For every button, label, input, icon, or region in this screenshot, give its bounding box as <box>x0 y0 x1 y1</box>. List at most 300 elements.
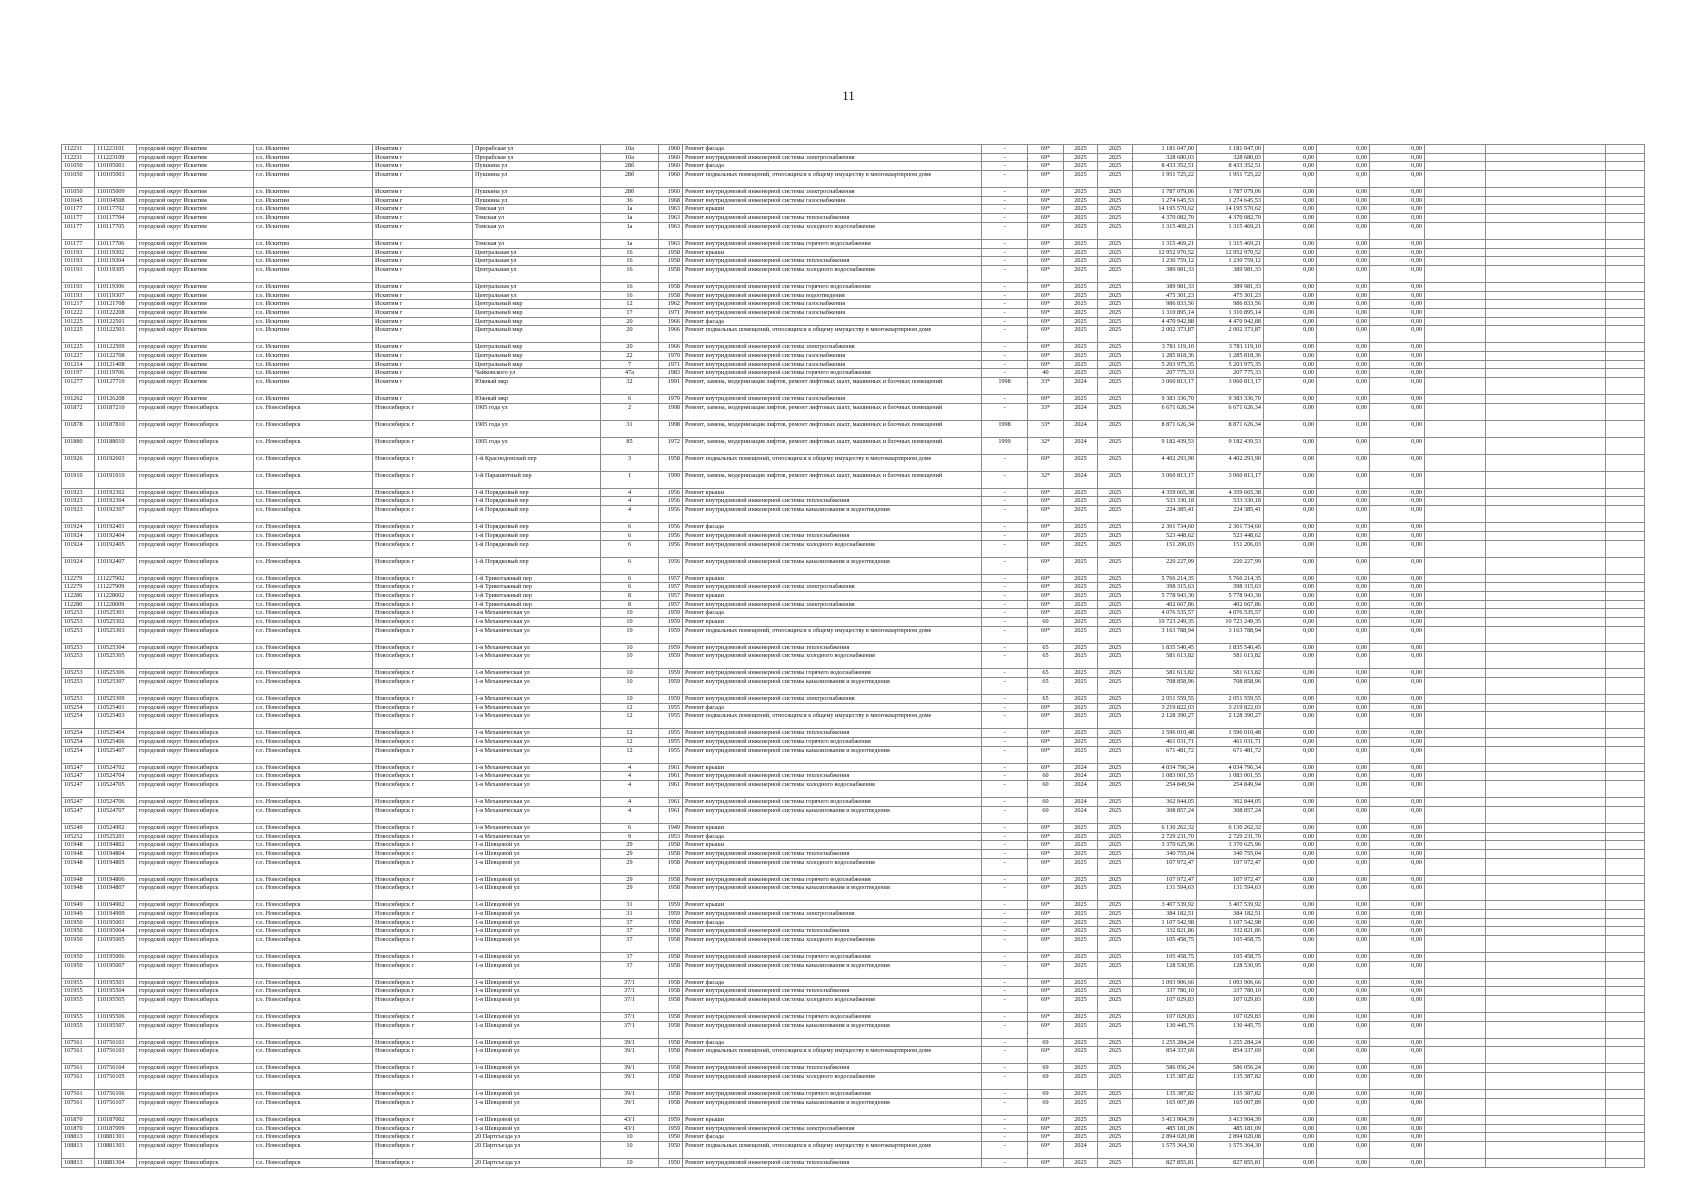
federal-funds-cell: 0,00 <box>1264 471 1317 488</box>
build-year-cell: 1959 <box>659 609 683 618</box>
total-cost-cell: 1 315 469,21 <box>1133 222 1197 239</box>
build-year-cell: 1958 <box>659 936 683 953</box>
work-code-cell: 111223109 <box>95 153 137 162</box>
house-id-cell: 101217 <box>62 300 95 309</box>
federal-funds-cell: 0,00 <box>1264 1141 1317 1158</box>
city-cell: Искитим г <box>373 317 473 326</box>
table-row <box>62 574 1645 583</box>
federal-funds-cell: 0,00 <box>1264 326 1317 343</box>
service-life-cell: 69* <box>1028 171 1064 188</box>
municipal-okrug-cell: городской округ Искитим <box>137 369 254 378</box>
federal-funds-cell: 0,00 <box>1264 239 1317 248</box>
city-cell: Искитим г <box>373 162 473 171</box>
house-id-cell: 101950 <box>62 927 95 936</box>
federal-funds-cell: 0,00 <box>1264 806 1317 823</box>
empty-cell <box>1486 282 1606 291</box>
federal-funds-cell: 0,00 <box>1264 858 1317 875</box>
empty-cell <box>1486 497 1606 506</box>
table-row <box>62 858 1645 875</box>
service-life-cell: 33* <box>1028 378 1064 395</box>
street-cell: Пушкина ул <box>473 196 601 205</box>
house-number-cell: 37/1 <box>601 978 659 987</box>
work-code-cell: 110195004 <box>95 927 137 936</box>
work-year-cell: - <box>982 927 1028 936</box>
work-code-cell: 110187009 <box>95 1124 137 1133</box>
plan-year-start-cell: 2025 <box>1064 300 1098 309</box>
build-year-cell: 1957 <box>659 574 683 583</box>
house-id-cell: 112280 <box>62 591 95 600</box>
empty-cell <box>1425 300 1486 309</box>
plan-year-end-cell: 2025 <box>1098 832 1133 841</box>
work-type-cell: Ремонт фасада <box>683 609 982 618</box>
work-code-cell: 110756104 <box>95 1064 137 1073</box>
regional-funds-cell: 0,00 <box>1317 153 1370 162</box>
service-life-cell: 69* <box>1028 308 1064 317</box>
work-year-cell: - <box>982 1073 1028 1090</box>
work-year-cell: - <box>982 360 1028 369</box>
work-year-cell: - <box>982 205 1028 214</box>
empty-cell <box>1425 832 1486 841</box>
work-year-cell: - <box>982 265 1028 282</box>
house-number-cell: 37 <box>601 918 659 927</box>
work-code-cell: 110881304 <box>95 1158 137 1167</box>
work-type-cell: Ремонт внутридомовой инженерной системы газоснабжения <box>683 352 982 361</box>
build-year-cell: 1999 <box>659 471 683 488</box>
plan-year-start-cell: 2025 <box>1064 1115 1098 1124</box>
table-row <box>62 909 1645 918</box>
build-year-cell: 1971 <box>659 360 683 369</box>
work-code-cell: 110525305 <box>95 652 137 669</box>
build-year-cell: 1958 <box>659 987 683 996</box>
total-cost-cell: 1 181 047,00 <box>1133 145 1197 154</box>
regional-funds-cell: 0,00 <box>1317 282 1370 291</box>
municipal-okrug-cell: городской округ Новосибирск <box>137 1073 254 1090</box>
street-cell: 1-я Шевцовой ул <box>473 987 601 996</box>
municipality-cell: г.о. Новосибирск <box>254 574 373 583</box>
work-code-cell: 110121708 <box>95 300 137 309</box>
plan-year-start-cell: 2025 <box>1064 841 1098 850</box>
local-funds-cell: 0,00 <box>1370 961 1425 978</box>
house-id-cell: 105247 <box>62 772 95 781</box>
house-id-cell: 101955 <box>62 987 95 996</box>
empty-cell <box>1486 214 1606 223</box>
table-row <box>62 626 1645 643</box>
work-code-cell: 110525304 <box>95 643 137 652</box>
house-id-cell: 101910 <box>62 471 95 488</box>
table-row <box>62 317 1645 326</box>
plan-year-end-cell: 2025 <box>1098 300 1133 309</box>
service-life-cell: 69* <box>1028 832 1064 841</box>
city-cell: Новосибирск г <box>373 841 473 850</box>
local-funds-cell: 0,00 <box>1370 875 1425 884</box>
regional-funds-cell: 0,00 <box>1317 1047 1370 1064</box>
total-cost-cell: 4 370 082,70 <box>1133 214 1197 223</box>
build-year-cell: 1959 <box>659 643 683 652</box>
house-id-cell: 101955 <box>62 978 95 987</box>
fund-cost-cell: 398 315,63 <box>1197 583 1264 592</box>
city-cell: Новосибирск г <box>373 978 473 987</box>
build-year-cell: 1950 <box>659 1141 683 1158</box>
street-cell: 1-й Порядковый пер <box>473 523 601 532</box>
local-funds-cell: 0,00 <box>1370 901 1425 910</box>
work-type-cell: Ремонт внутридомовой инженерной системы теплоснабжения <box>683 849 982 858</box>
service-life-cell: 69* <box>1028 239 1064 248</box>
federal-funds-cell: 0,00 <box>1264 652 1317 669</box>
municipal-okrug-cell: городской округ Искитим <box>137 308 254 317</box>
empty-cell <box>1486 643 1606 652</box>
work-year-cell: - <box>982 557 1028 574</box>
local-funds-cell: 0,00 <box>1370 841 1425 850</box>
work-code-cell: 110105009 <box>95 188 137 197</box>
regional-funds-cell: 0,00 <box>1317 832 1370 841</box>
build-year-cell: 1958 <box>659 996 683 1013</box>
build-year-cell: 1958 <box>659 841 683 850</box>
build-year-cell: 1959 <box>659 617 683 626</box>
local-funds-cell: 0,00 <box>1370 738 1425 747</box>
work-type-cell: Ремонт внутридомовой инженерной системы газоснабжения <box>683 360 982 369</box>
total-cost-cell: 3 413 904,39 <box>1133 1115 1197 1124</box>
federal-funds-cell: 0,00 <box>1264 488 1317 497</box>
federal-funds-cell: 0,00 <box>1264 291 1317 300</box>
street-cell: 1-я Механическая ул <box>473 617 601 626</box>
table-row <box>62 222 1645 239</box>
municipality-cell: г.о. Новосибирск <box>254 927 373 936</box>
work-code-cell: 110194902 <box>95 901 137 910</box>
city-cell: Новосибирск г <box>373 437 473 454</box>
work-code-cell: 110192405 <box>95 540 137 557</box>
total-cost-cell: 1 315 469,21 <box>1133 239 1197 248</box>
street-cell: 1-я Шевцовой ул <box>473 1073 601 1090</box>
municipality-cell: г.о. Новосибирск <box>254 437 373 454</box>
regional-funds-cell: 0,00 <box>1317 248 1370 257</box>
city-cell: Новосибирск г <box>373 927 473 936</box>
house-number-cell: 37 <box>601 936 659 953</box>
work-type-cell: Ремонт подвальных помещений, относящихся к общему имуществу в многоквартирном доме <box>683 626 982 643</box>
build-year-cell: 1958 <box>659 961 683 978</box>
service-life-cell: 69* <box>1028 222 1064 239</box>
work-year-cell: - <box>982 678 1028 695</box>
house-number-cell: 10 <box>601 626 659 643</box>
municipal-okrug-cell: городской округ Новосибирск <box>137 978 254 987</box>
fund-cost-cell: 1 787 079,06 <box>1197 188 1264 197</box>
plan-year-start-cell: 2025 <box>1064 643 1098 652</box>
municipal-okrug-cell: городской округ Новосибирск <box>137 1098 254 1115</box>
build-year-cell: 1991 <box>659 378 683 395</box>
service-life-cell: 65 <box>1028 678 1064 695</box>
municipality-cell: г.о. Искитим <box>254 378 373 395</box>
local-funds-cell: 0,00 <box>1370 506 1425 523</box>
empty-cell <box>1486 1038 1606 1047</box>
empty-cell <box>1425 772 1486 781</box>
empty-cell <box>1486 823 1606 832</box>
house-number-cell: 12 <box>601 729 659 738</box>
regional-funds-cell: 0,00 <box>1317 953 1370 962</box>
empty-cell <box>1606 196 1645 205</box>
street-cell: 1-я Механическая ул <box>473 695 601 704</box>
street-cell: 1-я Механическая ул <box>473 703 601 712</box>
empty-cell <box>1425 196 1486 205</box>
municipal-okrug-cell: городской округ Новосибирск <box>137 712 254 729</box>
service-life-cell: 69* <box>1028 205 1064 214</box>
fund-cost-cell: 105 458,75 <box>1197 936 1264 953</box>
build-year-cell: 1959 <box>659 909 683 918</box>
federal-funds-cell: 0,00 <box>1264 763 1317 772</box>
work-year-cell: - <box>982 317 1028 326</box>
work-type-cell: Ремонт внутридомовой инженерной системы электроснабжения <box>683 153 982 162</box>
house-number-cell: 8 <box>601 591 659 600</box>
fund-cost-cell: 708 858,96 <box>1197 678 1264 695</box>
total-cost-cell: 128 530,95 <box>1133 961 1197 978</box>
federal-funds-cell: 0,00 <box>1264 591 1317 600</box>
house-number-cell: 28б <box>601 162 659 171</box>
federal-funds-cell: 0,00 <box>1264 884 1317 901</box>
house-id-cell: 101177 <box>62 214 95 223</box>
local-funds-cell: 0,00 <box>1370 600 1425 609</box>
empty-cell <box>1425 823 1486 832</box>
empty-cell <box>1425 1021 1486 1038</box>
plan-year-end-cell: 2025 <box>1098 205 1133 214</box>
plan-year-start-cell: 2024 <box>1064 378 1098 395</box>
municipality-cell: г.о. Искитим <box>254 300 373 309</box>
regional-funds-cell: 0,00 <box>1317 239 1370 248</box>
empty-cell <box>1606 248 1645 257</box>
work-type-cell: Ремонт внутридомовой инженерной системы горячего водоснабжения <box>683 282 982 291</box>
fund-cost-cell: 533 330,18 <box>1197 497 1264 506</box>
fund-cost-cell: 1 230 759,12 <box>1197 257 1264 266</box>
total-cost-cell: 3 219 822,03 <box>1133 703 1197 712</box>
municipality-cell: г.о. Новосибирск <box>254 652 373 669</box>
table-row <box>62 1090 1645 1099</box>
build-year-cell: 1957 <box>659 591 683 600</box>
total-cost-cell: 332 821,86 <box>1133 927 1197 936</box>
fund-cost-cell: 2 729 231,70 <box>1197 832 1264 841</box>
federal-funds-cell: 0,00 <box>1264 1158 1317 1167</box>
fund-cost-cell: 986 833,56 <box>1197 300 1264 309</box>
plan-year-end-cell: 2025 <box>1098 257 1133 266</box>
empty-cell <box>1486 936 1606 953</box>
work-code-cell: 110119307 <box>95 291 137 300</box>
municipal-okrug-cell: городской округ Новосибирск <box>137 1115 254 1124</box>
municipal-okrug-cell: городской округ Новосибирск <box>137 1038 254 1047</box>
house-number-cell: 4 <box>601 806 659 823</box>
plan-year-end-cell: 2025 <box>1098 703 1133 712</box>
city-cell: Новосибирск г <box>373 506 473 523</box>
federal-funds-cell: 0,00 <box>1264 1098 1317 1115</box>
street-cell: Чайковского ул <box>473 369 601 378</box>
empty-cell <box>1486 360 1606 369</box>
federal-funds-cell: 0,00 <box>1264 145 1317 154</box>
table-row <box>62 961 1645 978</box>
house-number-cell: 32 <box>601 378 659 395</box>
municipality-cell: г.о. Новосибирск <box>254 1038 373 1047</box>
house-number-cell: 1а <box>601 214 659 223</box>
table-row <box>62 360 1645 369</box>
work-code-cell: 110122501 <box>95 317 137 326</box>
empty-cell <box>1486 996 1606 1013</box>
federal-funds-cell: 0,00 <box>1264 875 1317 884</box>
work-type-cell: Ремонт фасада <box>683 978 982 987</box>
work-year-cell: - <box>982 617 1028 626</box>
work-year-cell: - <box>982 282 1028 291</box>
city-cell: Искитим г <box>373 153 473 162</box>
regional-funds-cell: 0,00 <box>1317 343 1370 352</box>
street-cell: 1-я Механическая ул <box>473 678 601 695</box>
plan-year-end-cell: 2025 <box>1098 884 1133 901</box>
work-year-cell: - <box>982 798 1028 807</box>
city-cell: Новосибирск г <box>373 712 473 729</box>
empty-cell <box>1606 1133 1645 1142</box>
total-cost-cell: 6 671 626,34 <box>1133 403 1197 420</box>
plan-year-start-cell: 2025 <box>1064 291 1098 300</box>
plan-year-end-cell: 2025 <box>1098 369 1133 378</box>
work-code-cell: 110524702 <box>95 763 137 772</box>
work-code-cell: 110187810 <box>95 420 137 437</box>
plan-year-end-cell: 2025 <box>1098 591 1133 600</box>
regional-funds-cell: 0,00 <box>1317 265 1370 282</box>
house-number-cell: 29 <box>601 875 659 884</box>
local-funds-cell: 0,00 <box>1370 403 1425 420</box>
table-row <box>62 497 1645 506</box>
service-life-cell: 69* <box>1028 1115 1064 1124</box>
empty-cell <box>1486 927 1606 936</box>
city-cell: Новосибирск г <box>373 540 473 557</box>
street-cell: 1-й Порядковый пер <box>473 557 601 574</box>
total-cost-cell: 340 755,04 <box>1133 849 1197 858</box>
regional-funds-cell: 0,00 <box>1317 583 1370 592</box>
house-number-cell: 4 <box>601 772 659 781</box>
work-code-cell: 111228002 <box>95 591 137 600</box>
register-body <box>62 145 1645 1168</box>
empty-cell <box>1425 918 1486 927</box>
work-code-cell: 110122208 <box>95 308 137 317</box>
city-cell: Новосибирск г <box>373 738 473 747</box>
table-row <box>62 884 1645 901</box>
fund-cost-cell: 4 076 535,57 <box>1197 609 1264 618</box>
service-life-cell: 60 <box>1028 772 1064 781</box>
work-type-cell: Ремонт внутридомовой инженерной системы теплоснабжения <box>683 531 982 540</box>
municipal-okrug-cell: городской округ Новосибирск <box>137 823 254 832</box>
city-cell: Новосибирск г <box>373 557 473 574</box>
federal-funds-cell: 0,00 <box>1264 609 1317 618</box>
fund-cost-cell: 165 007,89 <box>1197 1098 1264 1115</box>
empty-cell <box>1606 291 1645 300</box>
plan-year-end-cell: 2025 <box>1098 858 1133 875</box>
city-cell: Искитим г <box>373 352 473 361</box>
regional-funds-cell: 0,00 <box>1317 858 1370 875</box>
city-cell: Новосибирск г <box>373 798 473 807</box>
plan-year-end-cell: 2025 <box>1098 540 1133 557</box>
table-row <box>62 1021 1645 1038</box>
table-row <box>62 738 1645 747</box>
empty-cell <box>1606 162 1645 171</box>
city-cell: Искитим г <box>373 326 473 343</box>
municipality-cell: г.о. Новосибирск <box>254 678 373 695</box>
fund-cost-cell: 475 301,23 <box>1197 291 1264 300</box>
house-id-cell: 101955 <box>62 996 95 1013</box>
table-row <box>62 763 1645 772</box>
house-number-cell: 3 <box>601 454 659 471</box>
house-number-cell: 16 <box>601 257 659 266</box>
plan-year-end-cell: 2025 <box>1098 196 1133 205</box>
service-life-cell: 69* <box>1028 936 1064 953</box>
local-funds-cell: 0,00 <box>1370 308 1425 317</box>
work-year-cell: - <box>982 395 1028 404</box>
work-year-cell: - <box>982 823 1028 832</box>
work-code-cell: 110195005 <box>95 936 137 953</box>
municipal-okrug-cell: городской округ Искитим <box>137 317 254 326</box>
plan-year-end-cell: 2025 <box>1098 291 1133 300</box>
street-cell: Томская ул <box>473 239 601 248</box>
service-life-cell: 69* <box>1028 360 1064 369</box>
table-row <box>62 1115 1645 1124</box>
federal-funds-cell: 0,00 <box>1264 729 1317 738</box>
fund-cost-cell: 3 060 813,17 <box>1197 378 1264 395</box>
local-funds-cell: 0,00 <box>1370 858 1425 875</box>
plan-year-end-cell: 2025 <box>1098 583 1133 592</box>
plan-year-start-cell: 2025 <box>1064 454 1098 471</box>
plan-year-start-cell: 2025 <box>1064 523 1098 532</box>
empty-cell <box>1486 523 1606 532</box>
empty-cell <box>1425 583 1486 592</box>
regional-funds-cell: 0,00 <box>1317 471 1370 488</box>
empty-cell <box>1486 583 1606 592</box>
empty-cell <box>1486 205 1606 214</box>
table-row <box>62 729 1645 738</box>
empty-cell <box>1606 858 1645 875</box>
local-funds-cell: 0,00 <box>1370 239 1425 248</box>
work-type-cell: Ремонт фасада <box>683 1038 982 1047</box>
street-cell: 1-я Шевцовой ул <box>473 1098 601 1115</box>
regional-funds-cell: 0,00 <box>1317 1141 1370 1158</box>
total-cost-cell: 3 060 813,17 <box>1133 471 1197 488</box>
federal-funds-cell: 0,00 <box>1264 1038 1317 1047</box>
empty-cell <box>1425 471 1486 488</box>
service-life-cell: 69* <box>1028 248 1064 257</box>
total-cost-cell: 107 029,83 <box>1133 996 1197 1013</box>
work-year-cell: - <box>982 239 1028 248</box>
empty-cell <box>1425 1073 1486 1090</box>
work-type-cell: Ремонт внутридомовой инженерной системы холодного водоснабжения <box>683 1073 982 1090</box>
city-cell: Искитим г <box>373 239 473 248</box>
regional-funds-cell: 0,00 <box>1317 1090 1370 1099</box>
work-type-cell: Ремонт фасада <box>683 703 982 712</box>
house-number-cell: 43/1 <box>601 1124 659 1133</box>
municipality-cell: г.о. Искитим <box>254 214 373 223</box>
municipality-cell: г.о. Новосибирск <box>254 403 373 420</box>
table-row <box>62 936 1645 953</box>
municipal-okrug-cell: городской округ Новосибирск <box>137 781 254 798</box>
regional-funds-cell: 0,00 <box>1317 205 1370 214</box>
empty-cell <box>1606 678 1645 695</box>
city-cell: Искитим г <box>373 300 473 309</box>
work-type-cell: Ремонт крыши <box>683 205 982 214</box>
municipal-okrug-cell: городской округ Искитим <box>137 291 254 300</box>
fund-cost-cell: 3 407 539,92 <box>1197 901 1264 910</box>
city-cell: Новосибирск г <box>373 574 473 583</box>
plan-year-end-cell: 2025 <box>1098 875 1133 884</box>
local-funds-cell: 0,00 <box>1370 1115 1425 1124</box>
local-funds-cell: 0,00 <box>1370 214 1425 223</box>
fund-cost-cell: 328 680,03 <box>1197 153 1264 162</box>
municipality-cell: г.о. Новосибирск <box>254 875 373 884</box>
municipality-cell: г.о. Новосибирск <box>254 1133 373 1142</box>
build-year-cell: 1963 <box>659 239 683 248</box>
municipal-okrug-cell: городской округ Искитим <box>137 360 254 369</box>
total-cost-cell: 3 407 539,92 <box>1133 901 1197 910</box>
build-year-cell: 1963 <box>659 205 683 214</box>
local-funds-cell: 0,00 <box>1370 378 1425 395</box>
city-cell: Новосибирск г <box>373 1141 473 1158</box>
